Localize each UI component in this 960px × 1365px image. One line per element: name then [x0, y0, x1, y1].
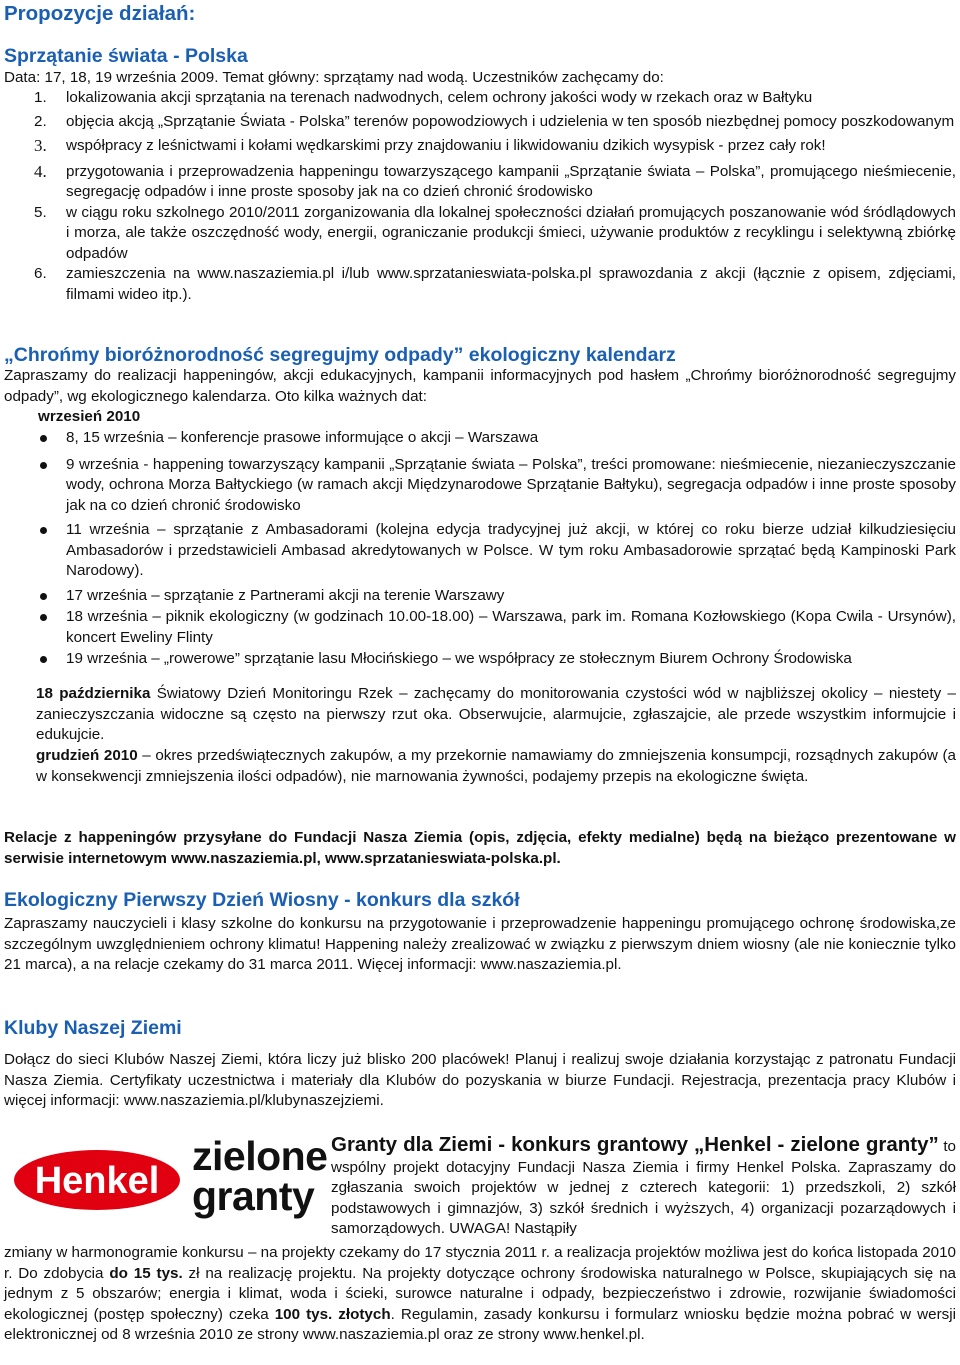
list-text: 9 września - happening towarzyszący kampanii „Sprzątanie świata – Polska”, treści promowane: nieśmiecenie, niezanieczyszczanie wody, ochrona Morza Bałtyckiego (w ramach akcji Międzynarodowe Sprzątanie Bałtyku), segregacja odpadów i inne proste sposoby jak na co dzień chronić środowisko: [66, 455, 956, 514]
list-text: 17 września – sprzątanie z Partnerami akcji na terenie Warszawy: [66, 586, 505, 604]
list-item: [4, 586, 956, 607]
bullet-icon: [4, 455, 66, 517]
list-number: 4.: [34, 161, 47, 181]
granty-logo-line1: zielone: [192, 1133, 328, 1179]
henkel-details-text: . Regulamin, zasady konkursu i formularz wniosku będzie można pobrać w wersji elektronicznej od 8 września 2010 ze strony www.naszaziemia.pl oraz ze strony www.henkel.pl.: [4, 1305, 956, 1343]
henkel-lead: to wspólny projekt dotacyjny Fundacji Nasza Ziemia i firmy Henkel Polska. Zapraszamy do zgłaszania swoich projektów w jednej z czterech kategorii: 1) przedszkoli, 2) szkół podstawowych i gimnazjów, 3) szkół średnich i wyższych, 4) organizacji pozarządowych i samorządowych. UWAGA! Nastąpiły: [331, 1138, 956, 1237]
list-text: objęcia akcją „Sprzątanie Świata - Polska” terenów popowodziowych i udzielenia w ten sposób niezbędnej pomocy poszkodowanym: [66, 112, 955, 130]
page-title: Propozycje działań:: [4, 2, 196, 25]
list-number: 2.: [34, 112, 47, 130]
bullet-icon: [4, 520, 66, 582]
henkel-logo: [12, 1148, 182, 1212]
section-heading-wiosna: Ekologiczny Pierwszy Dzień Wiosny - konkurs dla szkół: [4, 889, 520, 911]
list-item: [4, 455, 956, 517]
bullet-icon: [4, 586, 66, 607]
event-bullet-list: [4, 428, 956, 671]
list-item: [4, 88, 956, 109]
list-number: 5.: [34, 203, 47, 221]
bullet-icon: [4, 607, 66, 648]
kluby-paragraph: Dołącz do sieci Klubów Naszej Ziemi, która liczy już blisko 200 placówek! Planuj i realizuj swoje działania korzystając z patronatu Fundacji Nasza Ziemia. Certyfikaty uczestnictwa i materiały dla Klubów do pozyskania w biurze Fundacji. Rejestracja, prezentacja pracy Klubów i więcej informacji: www.naszaziemia.pl/klubynaszejziemi.: [4, 1051, 956, 1109]
list-text: współpracy z leśnictwami i kołami wędkarskimi przy znajdowaniu i likwidowaniu dzikich wysypisk - przez cały rok!: [66, 137, 826, 154]
henkel-intro: [331, 1133, 956, 1240]
relacje-paragraph: Relacje z happeningów przysyłane do Fundacji Nasza Ziemia (opis, zdjęcia, efekty medialne) będą na bieżąco prezentowane w serwisie internetowym www.naszaziemia.pl, www.sprzatanieswiata-polska.pl.: [4, 829, 956, 867]
section-heading-kalendarz: „Chrońmy bioróżnorodność segregujmy odpady” ekologiczny kalendarz: [4, 344, 676, 366]
henkel-amount: do 15 tys.: [109, 1264, 183, 1282]
zielone-granty-logo: [192, 1133, 332, 1219]
october-date: 18 października: [36, 685, 151, 702]
henkel-total: 100 tys. złotych: [274, 1305, 391, 1323]
list-number: 6.: [34, 265, 47, 282]
list-item: [4, 607, 956, 648]
list-text: 11 września – sprzątanie z Ambasadorami (kolejna edycja tradycyjnej już akcji, w której co roku bierze udział kilkudziesięciu Ambasadorów i przedstawicieli Ambasad akredytowanych w Polsce. W tym roku Ambasadorowie sprzątać będą Kampinoski Park Narodowy).: [66, 521, 956, 579]
list-item: [4, 428, 956, 449]
october-text: Światowy Dzień Monitoringu Rzek – zachęcamy do monitorowania czystości wód w najbliższej okolicy – niestety – zanieczyszczania widoczne są często na pierwszy rzut oka. Obserwujcie, alarmujcie, zgłaszajcie, ale przede wszystkim informujcie i edukujcie.: [36, 685, 956, 743]
section-intro: Zapraszamy do realizacji happeningów, akcji edukacyjnych, kampanii informacyjnych pod hasłem „Chrońmy bioróżnorodność segregujmy odpady”, wg ekologicznego kalendarza. Oto kilka ważnych dat:: [4, 367, 956, 405]
october-paragraph: [36, 684, 956, 746]
list-text: 19 września – „rowerowe” sprzątanie lasu Młocińskiego – we współpracy ze stołecznym Biurem Ochrony Środowiska: [66, 650, 852, 667]
list-text: lokalizowania akcji sprzątania na terenach nadwodnych, celem ochrony jakości wody w rzekach oraz w Bałtyku: [66, 89, 813, 106]
list-text: w ciągu roku szkolnego 2010/2011 zorganizowania dla lokalnej społeczności działań promujących poszanowanie wód śródlądowych i morza, ale także oszczędność wody, energii, ograniczanie produkcji śmieci, używanie produktów z recyklingu i selektywną zbiórkę odpadów: [66, 203, 956, 262]
list-number: 1.: [34, 89, 47, 106]
section-intro: Data: 17, 18, 19 września 2009. Temat główny: sprzątamy nad wodą. Uczestników zachęcamy do:: [4, 69, 664, 86]
henkel-details-text: zł na realizację projektu. Na projekty dotyczące ochrony środowiska naturalnego w Polsce, skupiających się na jednym z 5 obszarów; energia i klimat, woda i ścieki, surowce naturalne i odpady, bezpieczeństwo i zdrowie, rozwijanie świadomości ekologicznej (postęp społeczny) czeka: [4, 1264, 956, 1323]
bullet-icon: [4, 649, 66, 670]
section-heading-kluby: Kluby Naszej Ziemi: [4, 1017, 182, 1039]
henkel-details-text: zmiany w harmonogramie konkursu – na projekty czekamy do 17 stycznia 2011 r. a realizacja projektów możliwa jest do końca listopada 2010 r. Do zdobycia: [4, 1244, 956, 1282]
list-text: 8, 15 września – konferencje prasowe informujące o akcji – Warszawa: [66, 429, 539, 446]
list-text: zamieszczenia na www.naszaziemia.pl i/lub www.sprzatanieswiata-polska.pl sprawozdania z akcji (łącznie z opisem, zdjęciami, filmami wideo itp.).: [66, 265, 956, 303]
month-label-september: wrzesień 2010: [38, 408, 141, 425]
december-date: grudzień 2010: [36, 747, 138, 764]
henkel-details: [4, 1243, 956, 1346]
bullet-icon: [4, 428, 66, 449]
list-item: [4, 203, 956, 265]
wiosna-paragraph: Zapraszamy nauczycieli i klasy szkolne do konkursu na przygotowanie i przeprowadzenie happeningu promującego ochronę środowiska,ze szczególnym uwzględnieniem ochrony klimatu! Happening należy zrealizować w związku z pierwszym dniem wiosny (ale nie koniecznie tylko 21 marca), a na relacje czekamy do 31 marca 2011. Więcej informacji: www.naszaziemia.pl.: [4, 915, 956, 973]
list-item: [4, 520, 956, 582]
list-item: [4, 264, 956, 305]
list-text: 18 września – piknik ekologiczny (w godzinach 10.00-18.00) – Warszawa, park im. Romana Kozłowskiego (Kopa Cwila - Ursynów), koncert Eweliny Flinty: [66, 608, 956, 646]
numbered-list: [4, 88, 956, 305]
list-item: [4, 162, 956, 203]
list-number: 3.: [34, 136, 47, 155]
list-item: [4, 112, 956, 133]
henkel-title: Granty dla Ziemi - konkurs grantowy „Henkel - zielone granty”: [331, 1133, 939, 1156]
list-text: przygotowania i przeprowadzenia happeningu towarzyszącego kampanii „Sprzątanie świata – Polska”, promującego nieśmiecenie, segregację odpadów i inne proste sposoby jak na co dzień chronić środowisko: [66, 162, 956, 200]
henkel-logo-text: Henkel: [34, 1160, 160, 1202]
december-paragraph: [36, 746, 956, 787]
list-item: [4, 649, 956, 670]
december-text: – okres przedświątecznych zakupów, a my przekornie namawiamy do zmniejszenia konsumpcji, rozsądnych zakupów (a w konsekwencji zmniejszenia ilości odpadów), nie marnowania żywności, podajemy przepis na ekologiczne święta.: [36, 747, 956, 785]
section-heading-sprzatanie: Sprzątanie świata - Polska: [4, 45, 248, 67]
granty-logo-line2: granty: [192, 1173, 315, 1219]
list-item: [4, 136, 956, 157]
